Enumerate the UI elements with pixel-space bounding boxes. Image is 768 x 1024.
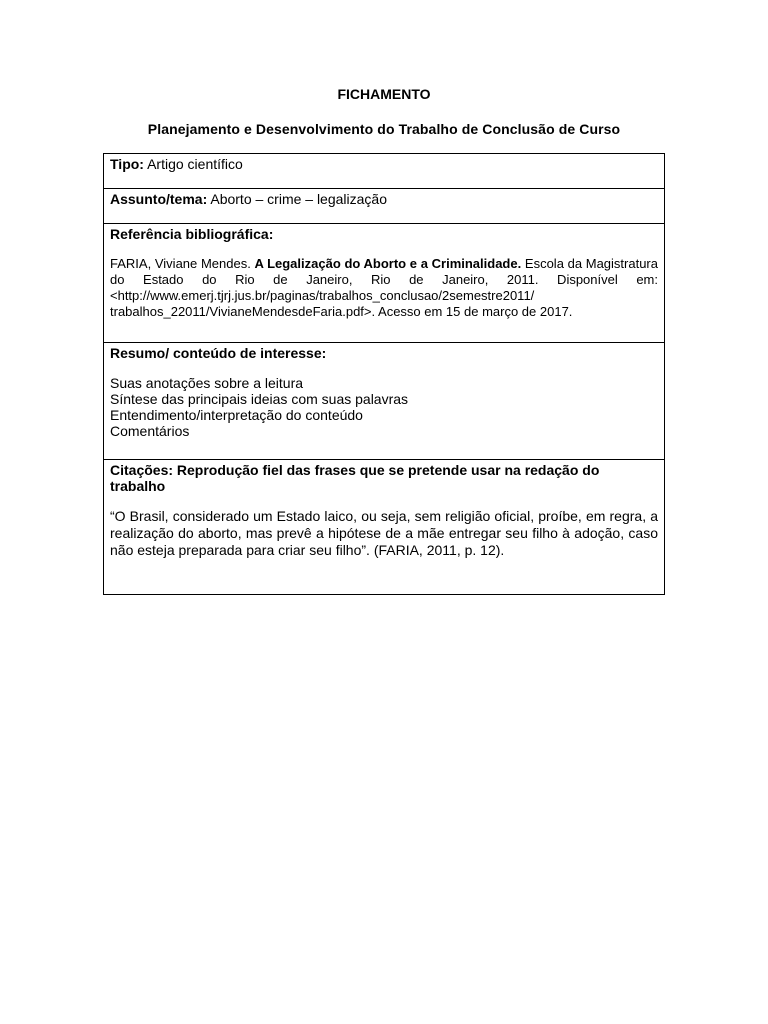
citacao-quote: “O Brasil, considerado um Estado laico, ou seja, sem religião oficial, proíbe, em regra, a realização do aborto, mas prevê a hipótese de a mãe entregar seu filho à adoção, caso não esteja preparada para criar seu filho”. (FARIA, 2011, p. 12). bbox=[110, 508, 658, 558]
referencia-details: Escola da Magistratura do Estado do Rio de Janeiro, Rio de Janeiro, 2011. Disponível em: <http://www.emerj.tjrj.jus.br/paginas/trabalhos_conclusao/2semestre2011/ trabalhos_22011/VivianeMendesdeFaria.pdf>. Acesso em 15 de março de 2017. bbox=[110, 256, 658, 319]
citacoes-label: Citações: Reprodução fiel das frases que se pretende usar na redação do trabalho bbox=[110, 462, 600, 494]
document-title: FICHAMENTO bbox=[337, 86, 431, 102]
cell-tipo bbox=[104, 154, 665, 189]
resumo-label: Resumo/ conteúdo de interesse: bbox=[110, 345, 327, 361]
row-citacoes bbox=[104, 460, 665, 595]
referencia-work-title: A Legalização do Aborto e a Criminalidade. bbox=[254, 256, 522, 271]
assunto-label: Assunto/tema: bbox=[110, 191, 208, 207]
cell-referencia bbox=[104, 224, 665, 343]
tipo-label: Tipo: bbox=[110, 156, 144, 172]
row-assunto bbox=[104, 189, 665, 224]
resumo-line: Síntese das principais ideias com suas palavras bbox=[110, 391, 409, 407]
cell-resumo bbox=[104, 343, 665, 460]
row-referencia bbox=[104, 224, 665, 343]
document-subtitle: Planejamento e Desenvolvimento do Trabalho de Conclusão de Curso bbox=[147, 121, 621, 137]
referencia-text bbox=[110, 256, 658, 320]
tipo-value: Artigo científico bbox=[143, 156, 243, 172]
cell-citacoes bbox=[104, 460, 665, 595]
row-tipo bbox=[104, 154, 665, 189]
resumo-line: Comentários bbox=[110, 423, 190, 439]
row-resumo bbox=[104, 343, 665, 460]
cell-assunto bbox=[104, 189, 665, 224]
fichamento-table bbox=[103, 153, 665, 595]
assunto-value: Aborto – crime – legalização bbox=[207, 191, 387, 207]
referencia-author: FARIA, Viviane Mendes. bbox=[110, 256, 255, 271]
resumo-line: Entendimento/interpretação do conteúdo bbox=[110, 407, 363, 423]
resumo-line: Suas anotações sobre a leitura bbox=[110, 375, 304, 391]
referencia-label: Referência bibliográfica: bbox=[110, 226, 274, 242]
